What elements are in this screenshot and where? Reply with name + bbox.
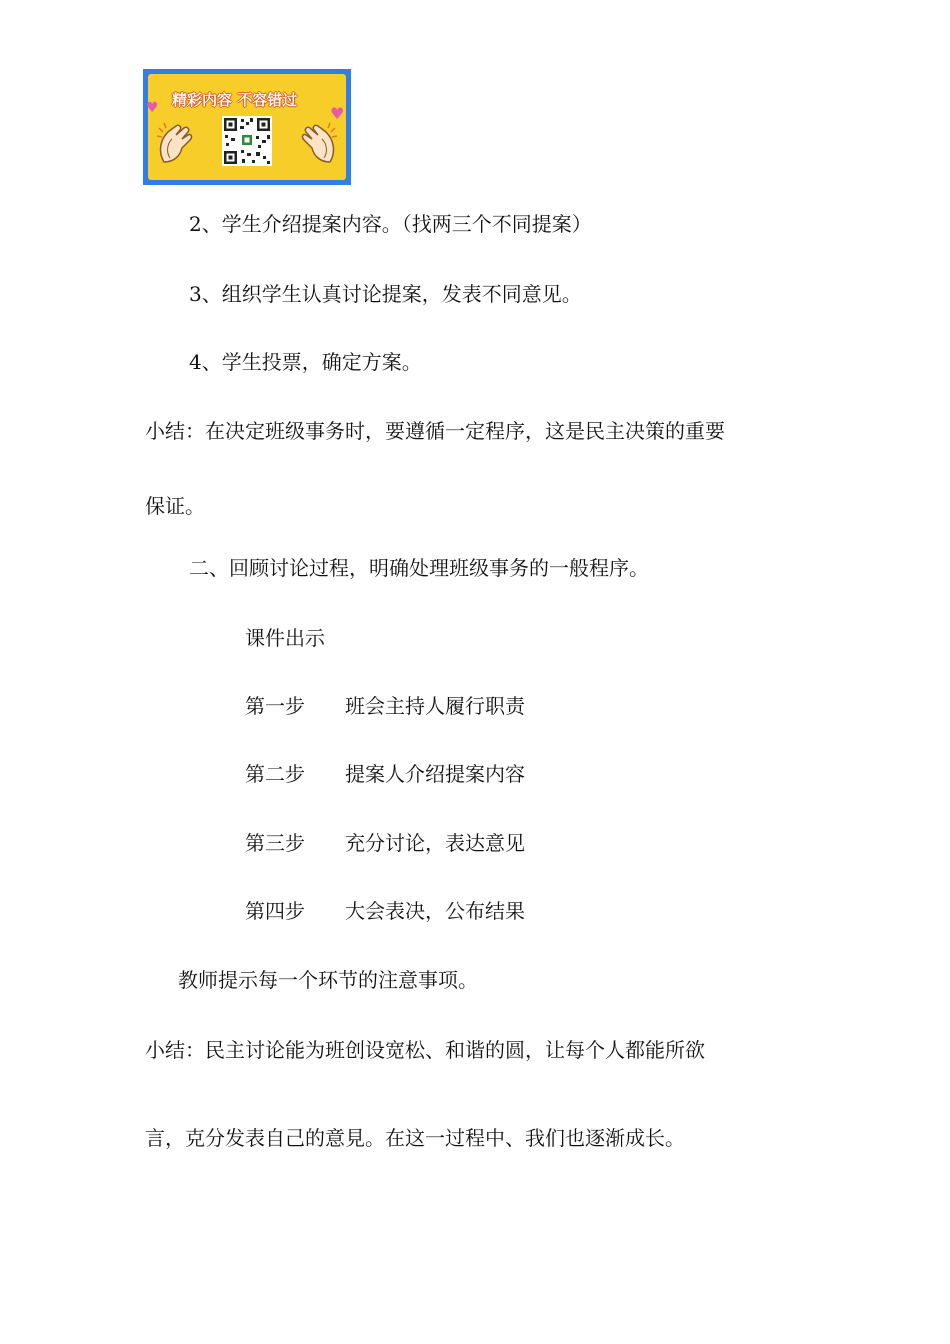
courseware-label: 课件出示 [245, 626, 325, 650]
section-heading: 二、回顾讨论过程，明确处理班级事务的一般程序。 [189, 556, 649, 580]
heart-icon: ♥ [146, 100, 159, 116]
summary-paragraph: 小结：在决定班级事务时，要遵循一定程序，这是民主决策的重要 [145, 419, 725, 443]
step-label: 第二步 [245, 762, 305, 786]
step-text: 充分讨论，表达意见 [345, 831, 525, 855]
promo-banner[interactable] [143, 69, 351, 185]
step-label: 第一步 [245, 694, 305, 718]
step-label: 第四步 [245, 899, 305, 923]
summary-paragraph-continued: 言，克分发表自己的意見。在这一过程中、我们也逐渐成长。 [145, 1126, 685, 1150]
summary-paragraph-continued: 保证。 [145, 494, 205, 518]
promo-banner-panel [148, 74, 346, 180]
teacher-note: 教师提示每一个环节的注意事项。 [178, 968, 478, 992]
clapping-hands-icon [298, 122, 338, 166]
step-text: 提案人介绍提案内容 [345, 762, 525, 786]
heart-icon: ♥ [330, 104, 345, 123]
step-text: 班会主持人履行职责 [345, 694, 525, 718]
paragraph: 3、组织学生认真讨论提案，发表不同意见。 [189, 282, 582, 306]
summary-paragraph: 小结：民主讨论能为班创设宽松、和谐的圆，让每个人都能所欲 [145, 1038, 705, 1062]
step-label: 第三步 [245, 831, 305, 855]
banner-title: 精彩内容 不容错过 [172, 91, 298, 109]
paragraph: 2、学生介绍提案内容。（找两三个不同提案） [189, 212, 592, 236]
qr-code-icon [222, 116, 272, 166]
clapping-hands-icon [156, 122, 196, 166]
step-text: 大会表决，公布结果 [345, 899, 525, 923]
paragraph: 4、学生投票，确定方案。 [189, 350, 422, 374]
